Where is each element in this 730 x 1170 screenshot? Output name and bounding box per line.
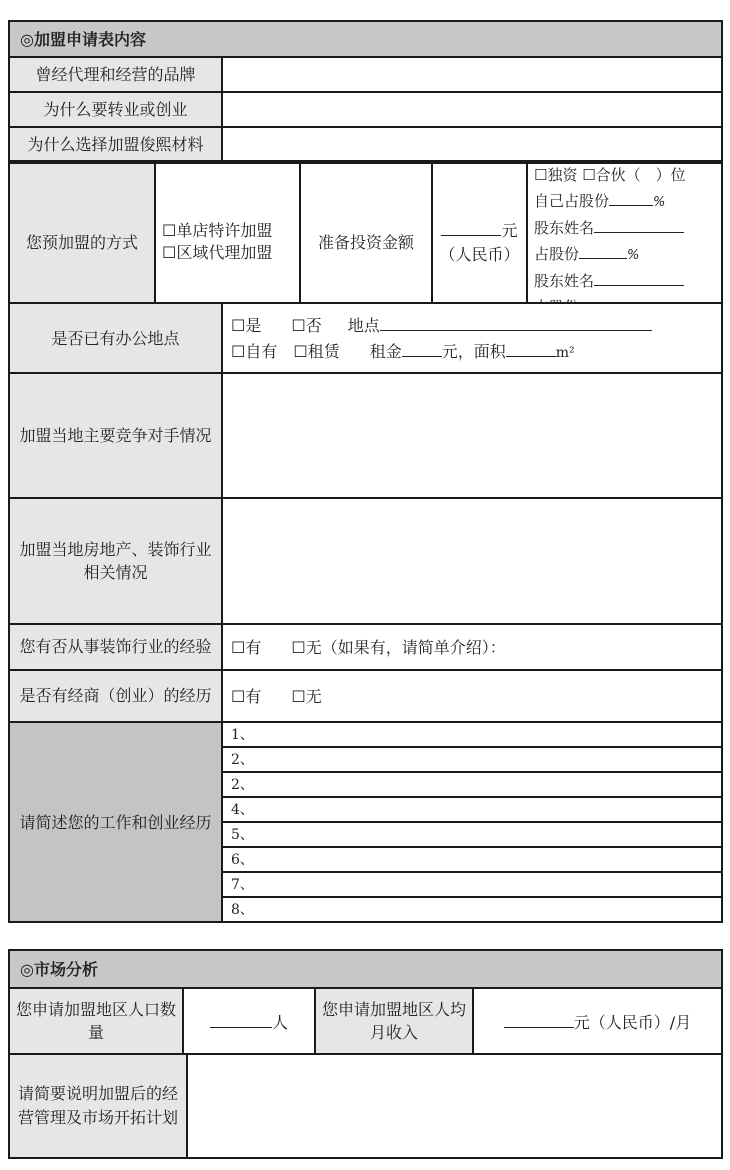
rent-blank[interactable] [402,338,442,357]
rent-label: 租金 [369,341,402,361]
holder-name-blank[interactable] [594,214,684,233]
label-switch-reason: 为什么要转业或创业 [9,92,222,127]
deco-have-checkbox[interactable]: ☐有 [231,637,262,657]
investment-amount-cell [432,163,527,321]
ownership-type-options[interactable]: ☐独资 ☐合伙（ ）位 [534,166,686,184]
ownership-cell [527,163,722,321]
field-switch-reason[interactable] [222,92,722,127]
deco-none-checkbox[interactable]: ☐无（如果有，请简单介绍）： [291,637,506,657]
label-business-experience: 是否有经商（创业）的经历 [9,670,222,722]
label-join-mode: 您预加盟的方式 [9,163,155,321]
label-work-history: 请简述您的工作和创业经历 [9,722,222,922]
label-investment-amount: 准备投资金额 [300,163,432,321]
label-real-estate: 加盟当地房地产、装饰行业相关情况 [9,498,222,624]
work-history-line-5[interactable]: 5、 [222,822,722,847]
decoration-experience-options [222,624,722,670]
application-table-mode [8,162,723,322]
field-brands[interactable] [222,57,722,92]
income-cell [473,988,722,1054]
section-header-market: ◎市场分析 [9,950,722,988]
square-meter-unit: m² [555,344,575,361]
office-yes-checkbox[interactable]: ☐是 [231,315,262,335]
option-regional-agent-checkbox[interactable]: ☐区域代理加盟 [162,243,273,262]
income-unit: 元（人民币）/月 [573,1012,692,1032]
field-why-join[interactable] [222,127,722,161]
holder-name-label-2: 股东姓名 [534,272,595,290]
work-history-line-4[interactable]: 4、 [222,797,722,822]
percent-sign: % [653,194,666,210]
work-history-line-2[interactable]: 2、 [222,747,722,772]
holder-share-blank[interactable] [579,240,627,259]
area-blank[interactable] [506,338,556,357]
office-place-label: 地点 [347,315,380,335]
currency-label: （人民币） [439,245,520,264]
work-history-line-1[interactable]: 1、 [222,722,722,747]
self-share-blank[interactable] [609,187,653,206]
join-mode-options [155,163,300,321]
field-competitors[interactable] [222,373,722,498]
work-history-line-8[interactable]: 8、 [222,897,722,922]
office-rent-checkbox[interactable]: ☐租赁 [293,341,340,361]
holder-share-label: 占股份 [534,244,580,263]
label-income: 您申请加盟地区人均月收入 [315,988,473,1054]
amount-suffix: 元 [501,221,518,240]
investment-amount-blank[interactable] [441,217,501,236]
area-label: 元，面积 [441,341,506,361]
application-table-top [8,20,723,162]
holder-name-blank-2[interactable] [594,267,684,286]
self-share-label: 自己占股份 [534,191,610,210]
income-blank[interactable] [504,1009,574,1028]
holder-name-label: 股东姓名 [534,219,595,237]
option-single-store-checkbox[interactable]: ☐单店特许加盟 [162,221,273,240]
application-table-bottom [8,302,723,923]
percent-sign: % [627,247,640,263]
biz-have-checkbox[interactable]: ☐有 [231,686,262,706]
population-cell [183,988,315,1054]
business-experience-options [222,670,722,722]
work-history-line-3[interactable]: 2、 [222,772,722,797]
market-plan-table [8,1053,723,1159]
market-analysis-table [8,949,723,1055]
office-no-checkbox[interactable]: ☐否 [291,315,322,335]
field-real-estate[interactable] [222,498,722,624]
office-place-blank[interactable] [380,312,652,331]
section-header-application: ◎加盟申请表内容 [9,21,722,57]
population-unit: 人 [271,1012,288,1032]
field-market-plan[interactable] [187,1054,722,1158]
work-history-line-6[interactable]: 6、 [222,847,722,872]
work-history-line-7[interactable]: 7、 [222,872,722,897]
label-why-join: 为什么选择加盟俊熙材料 [9,127,222,161]
label-brands: 曾经代理和经营的品牌 [9,57,222,92]
label-office: 是否已有办公地点 [9,303,222,373]
label-decoration-experience: 您有否从事装饰行业的经验 [9,624,222,670]
label-competitors: 加盟当地主要竞争对手情况 [9,373,222,498]
label-market-plan: 请简要说明加盟后的经营管理及市场开拓计划 [9,1054,187,1158]
office-own-checkbox[interactable]: ☐自有 [231,341,278,361]
office-options [222,303,722,373]
population-blank[interactable] [210,1009,272,1028]
label-population: 您申请加盟地区人口数量 [9,988,183,1054]
biz-none-checkbox[interactable]: ☐无 [291,686,322,706]
